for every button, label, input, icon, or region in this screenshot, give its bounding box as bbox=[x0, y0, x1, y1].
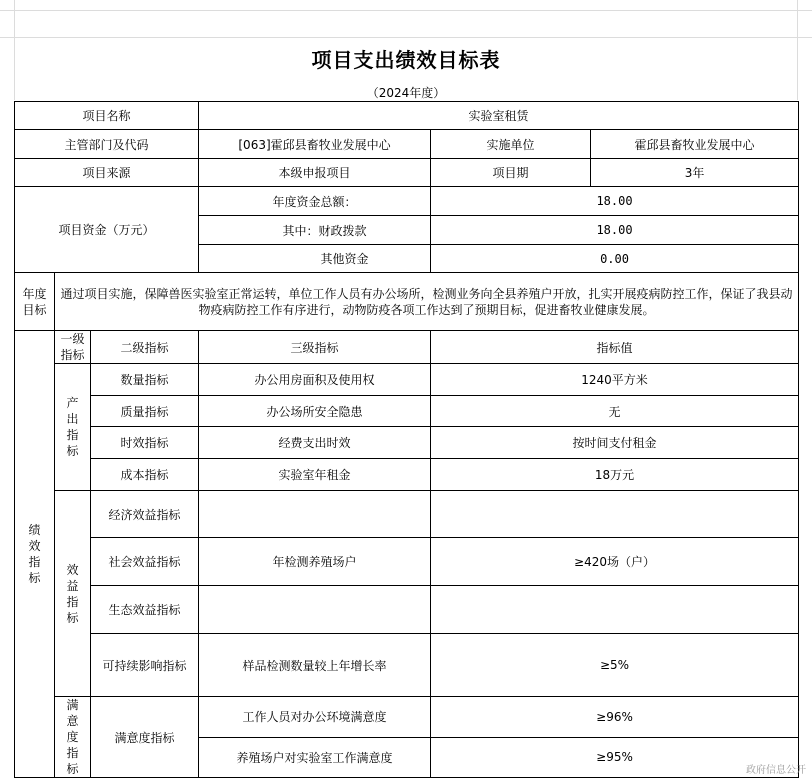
satisfaction-level2-label: 满意度指标 bbox=[91, 697, 199, 778]
header-level2: 二级指标 bbox=[91, 331, 199, 364]
row-benefit-economic bbox=[15, 491, 799, 538]
output-level3: 办公用房面积及使用权 bbox=[199, 364, 431, 396]
source-label: 项目来源 bbox=[15, 159, 199, 187]
output-level3: 办公场所安全隐患 bbox=[199, 396, 431, 427]
output-indicators-label: 产出指标 bbox=[55, 364, 91, 491]
row-benefit-sustainable bbox=[15, 634, 799, 697]
output-level2: 时效指标 bbox=[91, 427, 199, 459]
benefit-level2: 经济效益指标 bbox=[91, 491, 199, 538]
benefit-value bbox=[431, 586, 799, 634]
output-level2: 数量指标 bbox=[91, 364, 199, 396]
benefit-level3: 年检测养殖场户 bbox=[199, 538, 431, 586]
row-output-cost bbox=[15, 459, 799, 491]
header-level1: 一级指标 bbox=[55, 331, 91, 364]
project-name-value: 实验室租赁 bbox=[199, 102, 799, 130]
performance-target-table bbox=[14, 101, 799, 778]
row-dept bbox=[15, 130, 799, 159]
row-indicator-header bbox=[15, 331, 799, 364]
period-label: 项目期 bbox=[431, 159, 591, 187]
source-value: 本级申报项目 bbox=[199, 159, 431, 187]
output-value: 按时间支付租金 bbox=[431, 427, 799, 459]
row-benefit-social bbox=[15, 538, 799, 586]
output-level2: 成本指标 bbox=[91, 459, 199, 491]
funds-total-value: 18.00 bbox=[431, 187, 799, 216]
benefit-level2: 社会效益指标 bbox=[91, 538, 199, 586]
satisfaction-value: ≥96% bbox=[431, 697, 799, 738]
performance-indicators-label: 绩效指标 bbox=[15, 331, 55, 778]
output-value: 18万元 bbox=[431, 459, 799, 491]
row-output-quantity bbox=[15, 364, 799, 396]
goal-text: 通过项目实施，保障兽医实验室正常运转，单位工作人员有办公场所，检测业务向全县养殖户开放，扎实开展疫病防控工作，保证了我县动物疫病防控工作有序进行，动物防疫各项工作达到了预期目标，促进畜牧业健康发展。 bbox=[55, 273, 799, 331]
benefit-value: ≥420场（户） bbox=[431, 538, 799, 586]
output-level2: 质量指标 bbox=[91, 396, 199, 427]
output-value: 无 bbox=[431, 396, 799, 427]
row-output-quality bbox=[15, 396, 799, 427]
benefit-level2: 可持续影响指标 bbox=[91, 634, 199, 697]
output-value: 1240平方米 bbox=[431, 364, 799, 396]
row-project-name bbox=[15, 102, 799, 130]
funds-total-label: 年度资金总额： bbox=[199, 187, 431, 216]
satisfaction-level1-label: 满意度指标 bbox=[55, 697, 91, 778]
header-value: 指标值 bbox=[431, 331, 799, 364]
project-name-label: 项目名称 bbox=[15, 102, 199, 130]
benefit-level2: 生态效益指标 bbox=[91, 586, 199, 634]
watermark-text: 政府信息公开 bbox=[746, 765, 806, 776]
benefit-level3 bbox=[199, 586, 431, 634]
benefit-value bbox=[431, 491, 799, 538]
benefit-indicators-label: 效益指标 bbox=[55, 491, 91, 697]
output-level3: 实验室年租金 bbox=[199, 459, 431, 491]
satisfaction-level3: 养殖场户对实验室工作满意度 bbox=[199, 737, 431, 778]
row-output-timeliness bbox=[15, 427, 799, 459]
funds-fiscal-value: 18.00 bbox=[431, 216, 799, 245]
funds-label: 项目资金（万元） bbox=[15, 187, 199, 273]
report-year: （2024年度） bbox=[366, 86, 446, 100]
benefit-level3 bbox=[199, 491, 431, 538]
row-goal bbox=[15, 273, 799, 331]
row-source bbox=[15, 159, 799, 187]
unit-label: 实施单位 bbox=[431, 130, 591, 159]
period-value: 3年 bbox=[591, 159, 799, 187]
row-funds-total bbox=[15, 187, 799, 216]
output-level3: 经费支出时效 bbox=[199, 427, 431, 459]
page-title: 项目支出绩效目标表 bbox=[311, 48, 501, 72]
header-level3: 三级指标 bbox=[199, 331, 431, 364]
benefit-level3: 样品检测数量较上年增长率 bbox=[199, 634, 431, 697]
row-benefit-ecological bbox=[15, 586, 799, 634]
funds-other-label: 其他资金 bbox=[199, 245, 431, 273]
row-satisfaction-staff bbox=[15, 697, 799, 738]
satisfaction-level3: 工作人员对办公环境满意度 bbox=[199, 697, 431, 738]
unit-value: 霍邱县畜牧业发展中心 bbox=[591, 130, 799, 159]
funds-fiscal-label: 其中：财政拨款 bbox=[199, 216, 431, 245]
goal-label: 年度目标 bbox=[15, 273, 55, 331]
satisfaction-value: ≥95% bbox=[431, 737, 799, 778]
funds-other-value: 0.00 bbox=[431, 245, 799, 273]
dept-value: [063]霍邱县畜牧业发展中心 bbox=[199, 130, 431, 159]
benefit-value: ≥5% bbox=[431, 634, 799, 697]
dept-label: 主管部门及代码 bbox=[15, 130, 199, 159]
